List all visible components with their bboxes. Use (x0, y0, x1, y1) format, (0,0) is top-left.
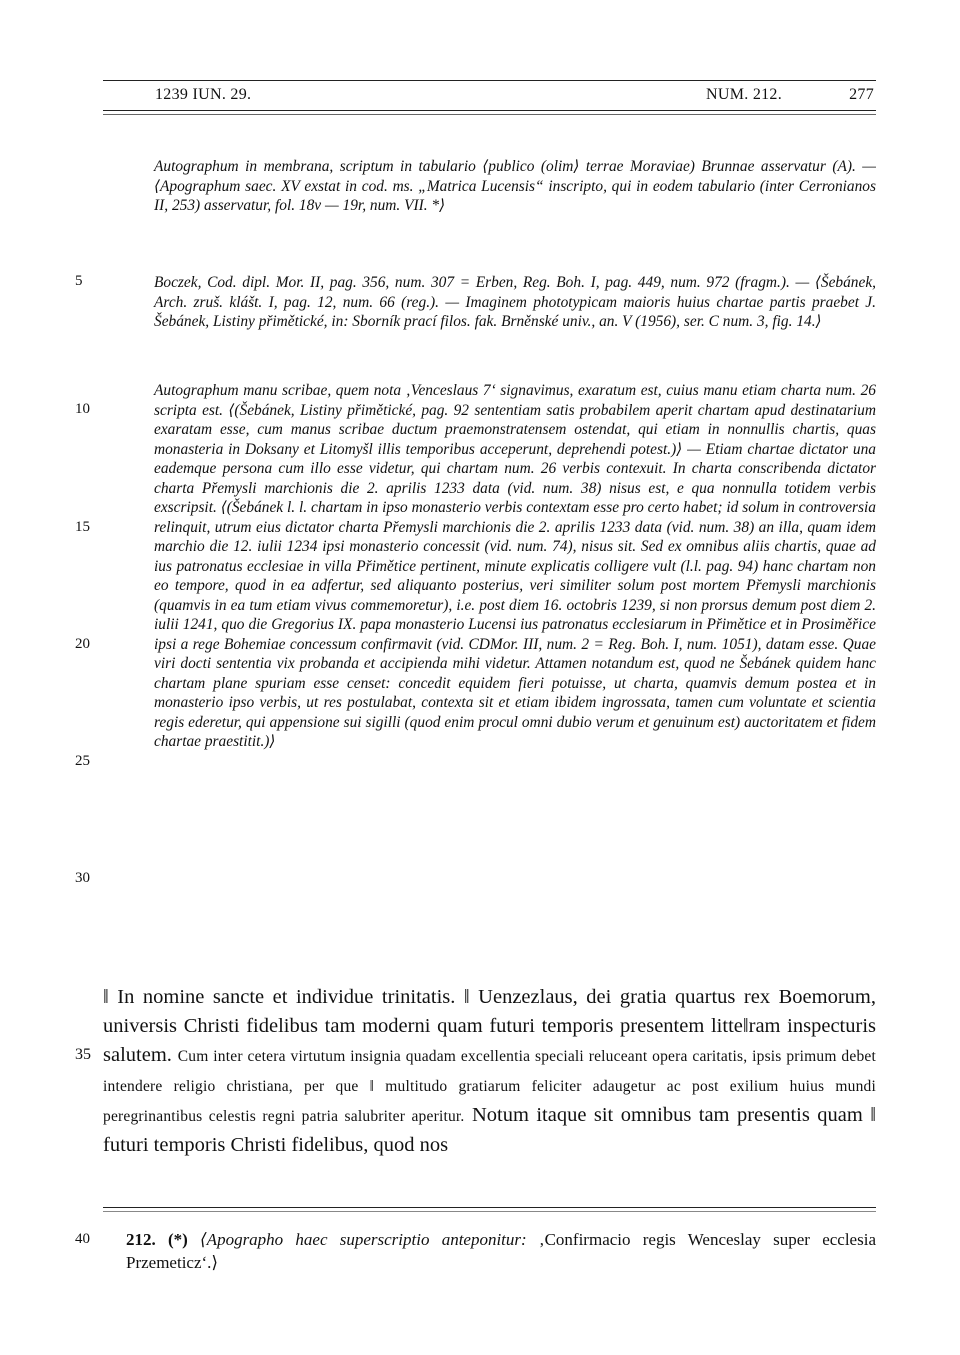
footnote-intro: ⟨Apographo haec superscriptio anteponitur: (200, 1230, 527, 1249)
charter-notification: Notum itaque sit omnibus tam presentis quam ‖ futuri temporis Christi fidelibus, quod nos (103, 1104, 877, 1156)
bibliography-note-text: Boczek, Cod. dipl. Mor. II, pag. 356, num. 307 = Erben, Reg. Boh. I, pag. 449, num. 972 (fragm.). — ⟨Šebánek, Arch. zruš. klášt. I, pag. 12, num. 66 (reg.). — Imaginem phototypicam maioris huius chartae partis praebet J. Šebánek, Listiny přimětické, in: Sborník prací filos. fak. Brněnské univ., an. V (1956), ser. C num. 3, fig. 14.⟩ (154, 274, 876, 330)
page-number: 277 (849, 86, 874, 103)
line-number: 40 (75, 1231, 90, 1247)
header-document-number: NUM. 212. (706, 86, 783, 103)
footnote-number: 212. (*) (126, 1230, 188, 1249)
header-date: 1239 IUN. 29. (155, 86, 252, 103)
line-number: 30 (75, 870, 90, 886)
footnote (75, 1228, 876, 1274)
line-number: 5 (75, 273, 83, 289)
line-number: 35 (75, 1046, 91, 1063)
charter-text (103, 983, 876, 1160)
manuscript-note (154, 157, 876, 216)
charter-arenga: Cum inter cetera virtutum insignia quadam excellentia speciali reluceant opera caritatis, ipsis primum debet intendere religio christiana, per que ‖ multitudo gratiarum feliciter adaugetur ac post exilium huius mundi peregrinantibus celestis regni patria salubriter aperitur. (103, 1048, 876, 1125)
line-number: 15 (75, 519, 90, 535)
top-rule (103, 80, 876, 81)
bibliography-note (154, 273, 876, 332)
footnote-rule (103, 1207, 876, 1212)
manuscript-note-text: Autographum in membrana, scriptum in tabulario ⟨publico (olim⟩ terrae Moraviae) Brunnae asservatur (A). — ⟨Apographum saec. XV exstat in cod. ms. „Matrica Lucensis“ inscripto, qui in eodem tabulario (inter Cerronianos II, 253) asservatur, fol. 18v — 19r, num. VII. *⟩ (154, 158, 876, 214)
line-number: 20 (75, 636, 90, 652)
commentary-note (154, 381, 876, 752)
header-rule (103, 110, 876, 115)
line-number: 10 (75, 401, 90, 417)
footnote-text: ‚Confirmacio regis Wenceslay super ecclesia Przemeticz‘.⟩ (126, 1230, 876, 1272)
charter-opening: ǁ In nomine sancte et individue trinitatis. ǁ Uenzezlaus, dei gratia quartus rex Boemorum, universis Christi fidelibus tam moderni quam futuri temporis presentem litte‖ram inspecturis salutem. (103, 986, 876, 1066)
running-header (103, 84, 876, 106)
line-number: 25 (75, 753, 90, 769)
commentary-note-text: Autographum manu scribae, quem nota ‚Venceslaus 7‘ signavimus, exaratum est, cuius manu etiam charta num. 26 scripta est. ⟨(Šebánek, Listiny přimětické, pag. 92 sententiam satis probabilem aperit chartam apud destinatarium exaratam esse, cum manus scribae ductum praemonstratensem ostendat, qui etiam in nonnullis chartis, quas monasteria in Doksany et Litomyšl illis temporibus acceperunt, deprehendi potest.)⟩ — Etiam chartae dictator una eademque persona cum illo esse videtur, qui chartam num. 26 verbis contexuit. In charta conscribenda dictator charta Přemysli marchionis die 2. aprilis 1233 data (vid. num. 38) nisus est, e qua nonnulla totidem verbis exscripsit. ⟨(Šebánek l. l. chartam in ipso monasterio verbis contextam esse pro certo habet; id solum in controversia relinquit, utrum eius dictator charta Přemysli marchionis die 2. aprilis 1233 data (vid. num. 38) an illa, quam idem marchio die 12. iulii 1234 ipsi monasterio concessit (vid. num. 74), nisus sit. Sed ex omnibus aliis chartis, quae ad ius patronatus ecclesiae in villa Přimětice pertinent, minute explicatis colligere vult (l.l. pag. 94) hanc chartam non eo tempore, quod in ea adfertur, sed aliquanto posterius, veri similiter solum post mortem Přemysli marchionis (quamvis in ea tum etiam vivus commemoretur), i.e. post diem 16. octobris 1239, si non prorsus demum post diem 2. iulii 1241, quo die Gregorius IX. papa monasterio Lucensi ius patronatus ecclesiarum in Přimětice et in Prosiměřice ipsi a rege Bohemiae concessum confirmavit (vid. CDMor. III, num. 2 = Reg. Boh. I, num. 1051), datam esse. Quae viri docti sententia vix probanda et accipienda mihi videtur. Attamen notandum est, quod ne Šebánek quidem hanc chartam plane spuriam esse censet: concedit equidem fieri potuisse, ut charta, quamvis demum postea et in monasterio ipso verbis, ut res postulabat, contexta sit et etiam ibidem ingrossata, tamen cum voluntate et scientia regis ederetur, qui appensione sui sigilli (quod enim procul omni dubio verum et genuinum est) auctoritatem et fidem chartae praestitit.)⟩ (154, 382, 876, 750)
